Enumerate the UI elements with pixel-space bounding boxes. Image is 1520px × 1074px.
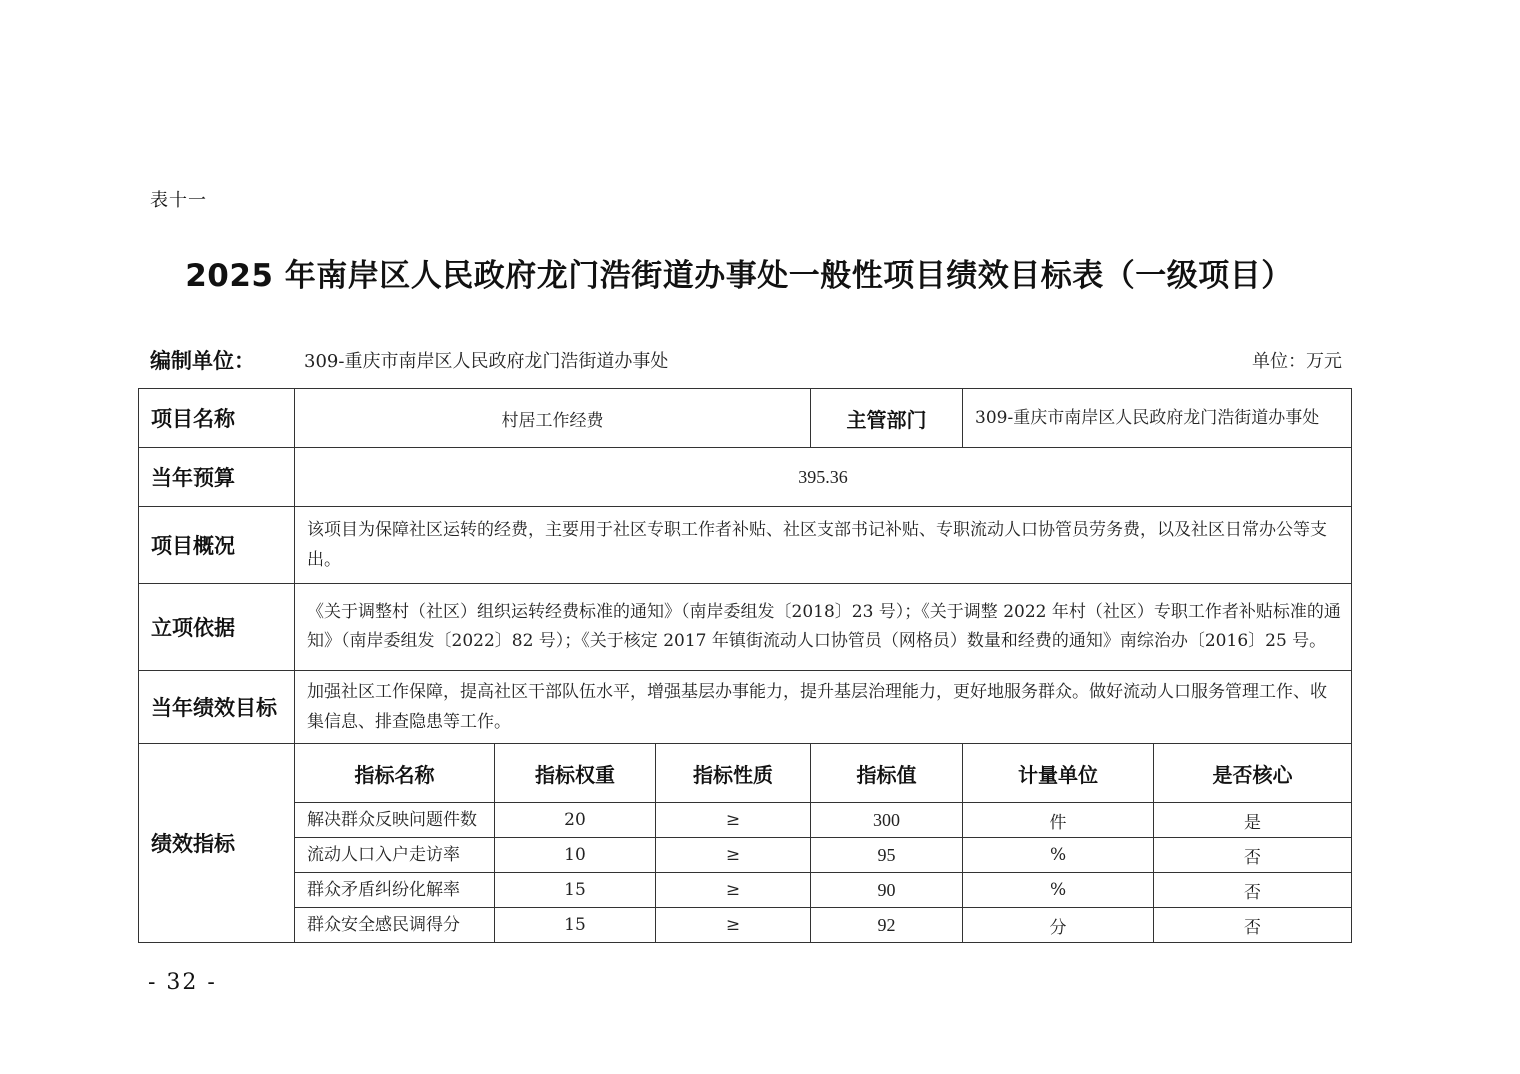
indicator-header-row: [139, 744, 1352, 803]
project-name-row: [139, 389, 1352, 448]
indicator-value: 300: [811, 803, 963, 838]
table-label: 表十一: [150, 190, 207, 211]
indicator-value: 92: [811, 908, 963, 943]
indicator-nature: ≥: [656, 908, 811, 943]
table-row: [139, 803, 1352, 838]
indicators-label: 绩效指标: [139, 744, 295, 943]
compile-unit-label: 编制单位：: [150, 349, 255, 373]
dept-value: 309-重庆市南岸区人民政府龙门浩街道办事处: [963, 389, 1352, 448]
col-is-core: 是否核心: [1154, 744, 1352, 803]
indicator-unit: 件: [963, 803, 1154, 838]
goal-row: [139, 671, 1352, 744]
meta-row: [150, 345, 1342, 373]
overview-row: [139, 507, 1352, 584]
performance-target-table: [138, 388, 1352, 943]
overview-label: 项目概况: [139, 507, 295, 584]
overview-value: 该项目为保障社区运转的经费，主要用于社区专职工作者补贴、社区支部书记补贴、专职流动人口协管员劳务费，以及社区日常办公等支出。: [295, 507, 1352, 584]
col-indicator-nature: 指标性质: [656, 744, 811, 803]
project-name-value: 村居工作经费: [295, 389, 811, 448]
indicator-nature: ≥: [656, 803, 811, 838]
col-measure-unit: 计量单位: [963, 744, 1154, 803]
indicator-weight: 20: [495, 803, 656, 838]
indicator-value: 90: [811, 873, 963, 908]
indicator-weight: 15: [495, 873, 656, 908]
indicator-weight: 10: [495, 838, 656, 873]
page-number: - 32 -: [148, 970, 217, 995]
table-row: [139, 908, 1352, 943]
indicator-nature: ≥: [656, 873, 811, 908]
indicator-name: 解决群众反映问题件数: [295, 803, 495, 838]
indicator-nature: ≥: [656, 838, 811, 873]
basis-value: 《关于调整村（社区）组织运转经费标准的通知》（南岸委组发〔2018〕23 号）；《关于调整 2022 年村（社区）专职工作者补贴标准的通知》（南岸委组发〔2022〕82 号）；《关于核定 2017 年镇街流动人口协管员（网格员）数量和经费的通知》南综治办〔2016〕25 号。: [295, 584, 1352, 671]
budget-value: 395.36: [295, 448, 1352, 507]
indicator-name: 流动人口入户走访率: [295, 838, 495, 873]
indicator-core: 是: [1154, 803, 1352, 838]
page-title: 2025 年南岸区人民政府龙门浩街道办事处一般性项目绩效目标表（一级项目）: [185, 258, 1293, 294]
budget-label: 当年预算: [139, 448, 295, 507]
indicator-unit: 分: [963, 908, 1154, 943]
budget-row: [139, 448, 1352, 507]
col-indicator-name: 指标名称: [295, 744, 495, 803]
indicator-unit: %: [963, 873, 1154, 908]
compile-unit-value: 309-重庆市南岸区人民政府龙门浩街道办事处: [304, 351, 669, 372]
indicator-core: 否: [1154, 908, 1352, 943]
indicator-name: 群众安全感民调得分: [295, 908, 495, 943]
project-name-label: 项目名称: [139, 389, 295, 448]
indicator-weight: 15: [495, 908, 656, 943]
col-indicator-value: 指标值: [811, 744, 963, 803]
basis-label: 立项依据: [139, 584, 295, 671]
basis-row: [139, 584, 1352, 671]
goal-label: 当年绩效目标: [139, 671, 295, 744]
currency-unit: 单位：万元: [1252, 351, 1342, 372]
indicator-value: 95: [811, 838, 963, 873]
indicator-core: 否: [1154, 873, 1352, 908]
indicator-unit: %: [963, 838, 1154, 873]
col-indicator-weight: 指标权重: [495, 744, 656, 803]
table-row: [139, 838, 1352, 873]
indicator-name: 群众矛盾纠纷化解率: [295, 873, 495, 908]
dept-label: 主管部门: [811, 389, 963, 448]
indicator-core: 否: [1154, 838, 1352, 873]
goal-value: 加强社区工作保障，提高社区干部队伍水平，增强基层办事能力，提升基层治理能力，更好地服务群众。做好流动人口服务管理工作、收集信息、排查隐患等工作。: [295, 671, 1352, 744]
table-row: [139, 873, 1352, 908]
